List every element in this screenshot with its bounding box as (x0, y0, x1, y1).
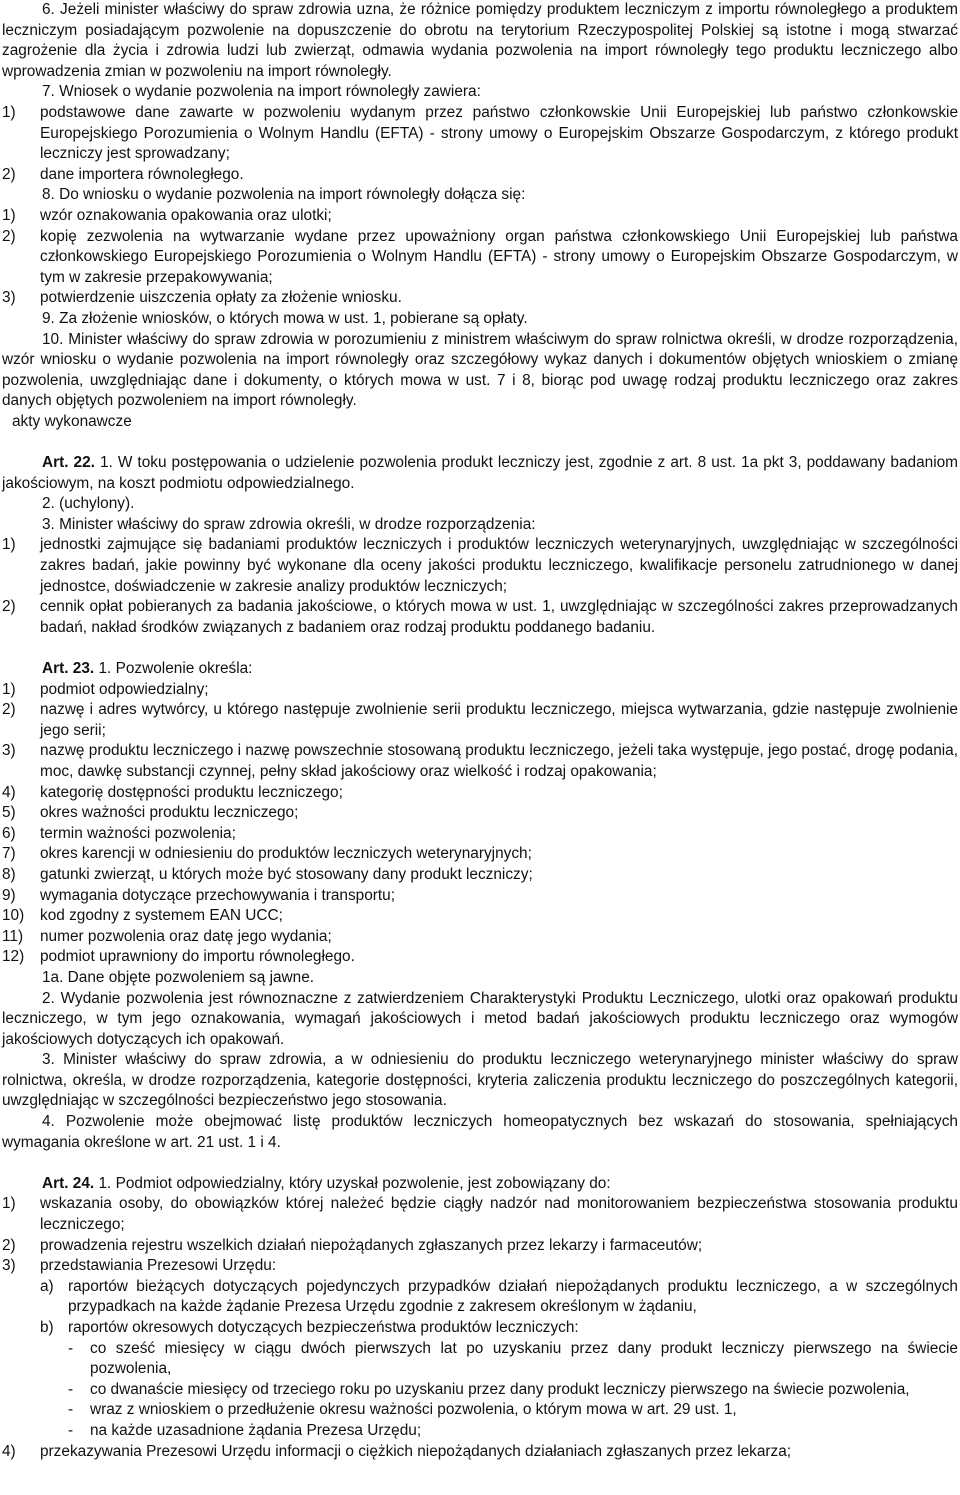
list-item: 3) potwierdzenie uiszczenia opłaty za złożenie wniosku. (2, 289, 402, 307)
akty-wykonawcze-link[interactable]: akty wykonawcze (12, 412, 132, 430)
art-22-paragraph-2: 2. (uchylony). (42, 495, 135, 513)
list-item: 4) przekazywania Prezesowi Urzędu informacji o ciężkich niepożądanych działaniach zgłaszanych przez lekarza; (2, 1442, 792, 1460)
paragraph-10: 10. Minister właściwy do spraw zdrowia w porozumieniu z ministrem właściwym do spraw rolnictwa określi, w drodze rozporządzenia, wzór wniosku o wydanie pozwolenia na import równoległy oraz szczegółowy wykaz danych i dokumentów objętych wnioskiem o zmianę pozwolenia, uwzględniając dane i dokumenty, o których mowa w ust. 7 i 8, biorąc pod uwagę rodzaj produktu leczniczego oraz zakres danych objętych pozwoleniem na import równoległy. (2, 330, 958, 410)
list-item: 7) okres karencji w odniesieniu do produktów leczniczych weterynaryjnych; (2, 845, 532, 863)
list-item: 8) gatunki zwierząt, u których może być stosowany dany produkt leczniczy; (2, 865, 533, 883)
list-item: 2) cennik opłat pobieranych za badania jakościowe, o których mowa w ust. 1, uwzględniając w szczególności zakres przeprowadzanych badań, nakład środków związanych z badaniem oraz rodzaj produktu poddanego badaniu. (2, 598, 958, 636)
list-item: 1) podstawowe dane zawarte w pozwoleniu wydanym przez państwo członkowskie Unii Europejskiej lub państwo członkowskie Europejskiego Porozumienia o Wolnym Handlu (EFTA) - strony umowy o Europejskim Obszarze Gospodarczym, z którego produkt leczniczy jest sprowadzany; (2, 103, 958, 163)
art-22-paragraph-1: Art. 22. 1. W toku postępowania o udzielenie pozwolenia produkt leczniczy jest, zgodnie z art. 8 ust. 1a pkt 3, poddawany badaniom jakościowym, na koszt podmiotu odpowiedzialnego. (2, 454, 958, 492)
list-item: 11) numer pozwolenia oraz datę jego wydania; (2, 927, 332, 945)
list-item: 1) wzór oznakowania opakowania oraz ulotki; (2, 206, 332, 224)
dash-list-item: - co sześć miesięcy w ciągu dwóch pierwszych lat po uzyskaniu przez dany produkt leczniczy pierwszego na świecie pozwolenia, (68, 1339, 958, 1378)
dash-list-item: - wraz z wnioskiem o przedłużenie okresu ważności pozwolenia, o którym mowa w art. 29 ust. 1, (68, 1401, 737, 1419)
art-23-paragraph-2: 2. Wydanie pozwolenia jest równoznaczne z zatwierdzeniem Charakterystyki Produktu Leczniczego, ulotki oraz opakowań produktu leczniczego, w tym jego oznakowania, wymagań jakościowych i metod badań jakościowych produktu leczniczego oraz wymogów jakościowych dotyczących ich opakowań. (2, 989, 958, 1048)
list-item: 2) prowadzenia rejestru wszelkich działań niepożądanych zgłaszanych przez lekarzy i farmaceutów; (2, 1236, 703, 1254)
art-24-paragraph-1: Art. 24. 1. Podmiot odpowiedzialny, który uzyskał pozwolenie, jest zobowiązany do: (42, 1174, 611, 1192)
paragraph-6: 6. Jeżeli minister właściwy do spraw zdrowia uzna, że różnice pomiędzy produktem leczniczym z importu równoległego a produktem leczniczym posiadającym pozwolenie na dopuszczenie do obrotu na terytorium Rzeczypospolitej Polskiej są istotne i mogą stwarzać zagrożenie dla życia i zdrowia ludzi lub zwierząt, odmawia wydania pozwolenia na import równoległy tego produktu leczniczego albo wprowadzenia zmian w pozwoleniu na import równoległy. (2, 1, 958, 80)
list-item: 2) kopię zezwolenia na wytwarzanie wydane przez upoważniony organ państwa członkowskiego Unii Europejskiej lub państwa członkowskiego Europejskiego Porozumienia o Wolnym Handlu (EFTA) - strony umowy o Europejskim Obszarze Gospodarczym, w tym w zakresie przepakowywania; (2, 227, 958, 286)
art-22-paragraph-3: 3. Minister właściwy do spraw zdrowia określi, w drodze rozporządzenia: (42, 515, 536, 533)
list-item: 1) wskazania osoby, do obowiązków której należeć będzie ciągły nadzór nad monitorowaniem bezpieczeństwa stosowania produktu leczniczego; (2, 1195, 958, 1234)
list-item: 3) nazwę produktu leczniczego i nazwę powszechnie stosowaną produktu leczniczego, jeżeli taka występuje, jego postać, drogę podania, moc, dawkę substancji czynnej, pełny skład jakościowy oraz wielkość i rodzaj opakowania; (2, 742, 959, 780)
list-item: 9) wymagania dotyczące przechowywania i transportu; (2, 886, 396, 904)
list-item: 12) podmiot uprawniony do importu równoległego. (2, 948, 355, 966)
list-item: 2) dane importera równoległego. (2, 165, 244, 183)
list-item: 1) jednostki zajmujące się badaniami produktów leczniczych i produktów leczniczych weterynaryjnych, uwzględniając w szczególności zakres badań, jakie powinny być wykonane dla oceny jakości produktu leczniczego, kwalifikacje personelu zatrudnionego w danej jednostce, doświadczenie w zakresie analizy produktów leczniczych; (2, 536, 958, 595)
art-23-paragraph-3: 3. Minister właściwy do spraw zdrowia, a w odniesieniu do produktu leczniczego weterynaryjnego minister właściwy do spraw rolnictwa, określa, w drodze rozporządzenia, kategorie dostępności, kryteria zaliczenia produktu leczniczego do poszczególnych kategorii, uwzględniając w szczególności bezpieczeństwo jego stosowania. (2, 1051, 958, 1110)
list-item: 3) przedstawiania Prezesowi Urzędu: (2, 1257, 277, 1275)
list-item: 1) podmiot odpowiedzialny; (2, 680, 209, 698)
list-item: 2) nazwę i adres wytwórcy, u którego następuje zwolnienie serii produktu leczniczego, miejsca wytwarzania, gdzie następuje zwolnienie jego serii; (2, 701, 958, 739)
dash-list-item: - na każde uzasadnione żądania Prezesa Urzędu; (68, 1421, 422, 1439)
list-item: 4) kategorię dostępności produktu leczniczego; (2, 783, 343, 801)
art-24-heading: Art. 24. (42, 1174, 95, 1192)
art-23-heading: Art. 23. (42, 660, 95, 677)
art-23-paragraph-4: 4. Pozwolenie może obejmować listę produktów leczniczych homeopatycznych bez wskazań do stosowania, spełniających wymagania określone w art. 21 ust. 1 i 4. (2, 1113, 958, 1151)
list-item: 5) okres ważności produktu leczniczego; (2, 804, 299, 822)
paragraph-7: 7. Wniosek o wydanie pozwolenia na import równoległy zawiera: (42, 83, 481, 101)
art-23-paragraph-1a: 1a. Dane objęte pozwoleniem są jawne. (42, 968, 315, 986)
dash-list-item: - co dwanaście miesięcy od trzeciego roku po uzyskaniu przez dany produkt leczniczy pierwszego na świecie pozwolenia, (68, 1380, 910, 1398)
paragraph-8: 8. Do wniosku o wydanie pozwolenia na import równoległy dołącza się: (42, 186, 526, 204)
sub-list-item: a) raportów bieżących dotyczących pojedynczych przypadków działań niepożądanych produktu leczniczego, a w szczególnych przypadkach na każde żądanie Prezesa Urzędu zgodnie z zakresem określonym w żądaniu, (40, 1277, 958, 1316)
art-22-heading: Art. 22. (42, 454, 95, 472)
list-item: 6) termin ważności pozwolenia; (2, 824, 236, 842)
sub-list-item: b) raportów okresowych dotyczących bezpieczeństwa produktów leczniczych: (40, 1319, 579, 1336)
art-23-paragraph-1: Art. 23. 1. Pozwolenie określa: (42, 660, 253, 677)
paragraph-9: 9. Za złożenie wniosków, o których mowa w ust. 1, pobierane są opłaty. (42, 309, 528, 327)
list-item: 10) kod zgodny z systemem EAN UCC; (2, 907, 283, 925)
art-23-list (2, 680, 958, 968)
